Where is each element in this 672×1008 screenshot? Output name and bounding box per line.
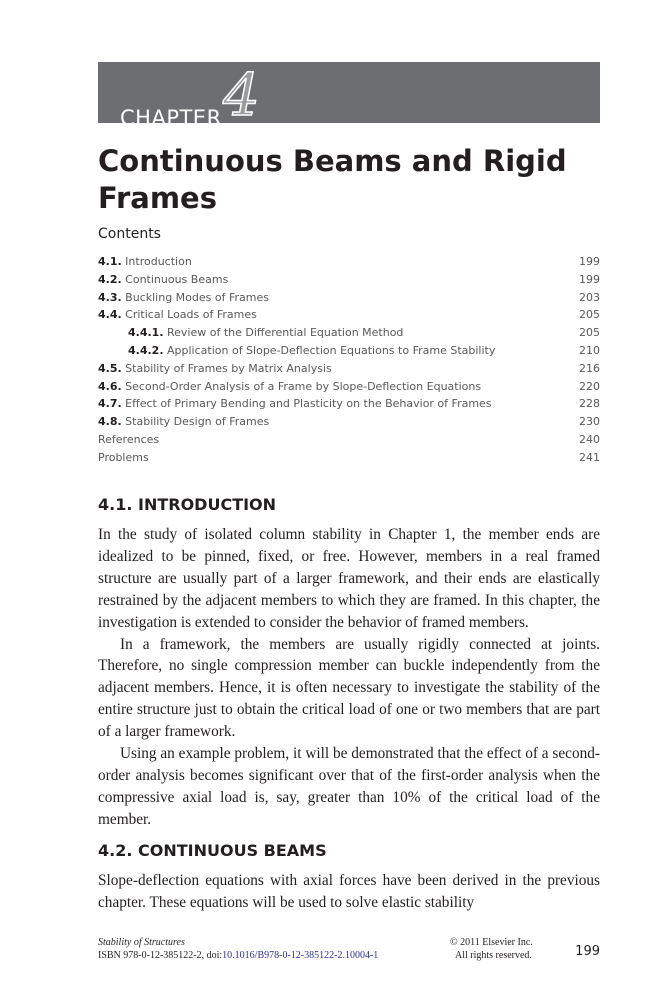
toc-entry[interactable]: Problems 241: [98, 450, 600, 464]
toc-entry[interactable]: 4.6. Second-Order Analysis of a Frame by Slope-Deflection Equations 220: [98, 379, 600, 393]
chapter-banner: [98, 61, 600, 130]
doi-link[interactable]: 10.1016/B978-0-12-385122-2.10004-1: [222, 950, 379, 961]
section-heading-continuous-beams: 4.2. CONTINUOUS BEAMS: [98, 841, 327, 860]
book-title: Stability of Structures: [98, 937, 185, 948]
toc-entry[interactable]: 4.4.2. Application of Slope-Deflection Equations to Frame Stability 210: [128, 343, 600, 357]
toc-entry[interactable]: References 240: [98, 432, 600, 446]
chapter-title: Continuous Beams and Rigid Frames: [98, 144, 567, 215]
toc-entry[interactable]: 4.1. Introduction 199: [98, 255, 600, 268]
toc-entry[interactable]: 4.7. Effect of Primary Bending and Plasticity on the Behavior of Frames 228: [98, 397, 600, 411]
toc-entry[interactable]: 4.4.1. Review of the Differential Equation Method 205: [128, 326, 600, 340]
toc-entry[interactable]: 4.2. Continuous Beams 199: [98, 272, 600, 286]
footer-copyright: [450, 936, 533, 962]
copyright-text: © 2011 Elsevier Inc.: [450, 937, 533, 948]
paragraph: Slope-deflection equations with axial forces have been derived in the previous chapter. These equations will be used to solve elastic stability: [98, 872, 600, 911]
paragraph: Using an example problem, it will be demonstrated that the effect of a second-order analysis becomes significant over that of the first-order analysis when the compressive axial load is, say, greater than 10% of the critical load of the member.: [98, 745, 600, 828]
contents-heading: Contents: [98, 226, 161, 242]
chapter-number: 4: [223, 61, 260, 129]
section-heading-introduction: 4.1. INTRODUCTION: [98, 495, 277, 514]
chapter-label: CHAPTER: [120, 106, 222, 130]
footer-citation: [98, 936, 378, 962]
toc-entry[interactable]: 4.3. Buckling Modes of Frames 203: [98, 290, 600, 304]
table-of-contents: [98, 253, 600, 467]
toc-entry[interactable]: 4.8. Stability Design of Frames 230: [98, 415, 600, 429]
paragraph: In a framework, the members are usually rigidly connected at joints. Therefore, no single compression member can buckle independently from the adjacent members. Hence, it is often necessary to investigate the stability of the entire structure just to obtain the critical load of one or two members that are part of a larger framework.: [98, 635, 600, 741]
toc-entry[interactable]: 4.4. Critical Loads of Frames 205: [98, 308, 600, 322]
page-number: 199: [575, 944, 600, 959]
paragraph: In the study of isolated column stability in Chapter 1, the member ends are idealized to be pinned, fixed, or free. However, members in a real framed structure are usually part of a larger framework, and their ends are elastically restrained by the adjacent members to which they are framed. In this chapter, the investigation is extended to consider the behavior of framed members.: [98, 526, 600, 631]
continuous-beams-body: [98, 870, 600, 914]
toc-entry[interactable]: 4.5. Stability of Frames by Matrix Analysis 216: [98, 361, 600, 375]
rights-text: All rights reserved.: [455, 950, 532, 961]
introduction-body: [98, 524, 600, 831]
isbn-text: ISBN 978-0-12-385122-2, doi:: [98, 950, 223, 961]
